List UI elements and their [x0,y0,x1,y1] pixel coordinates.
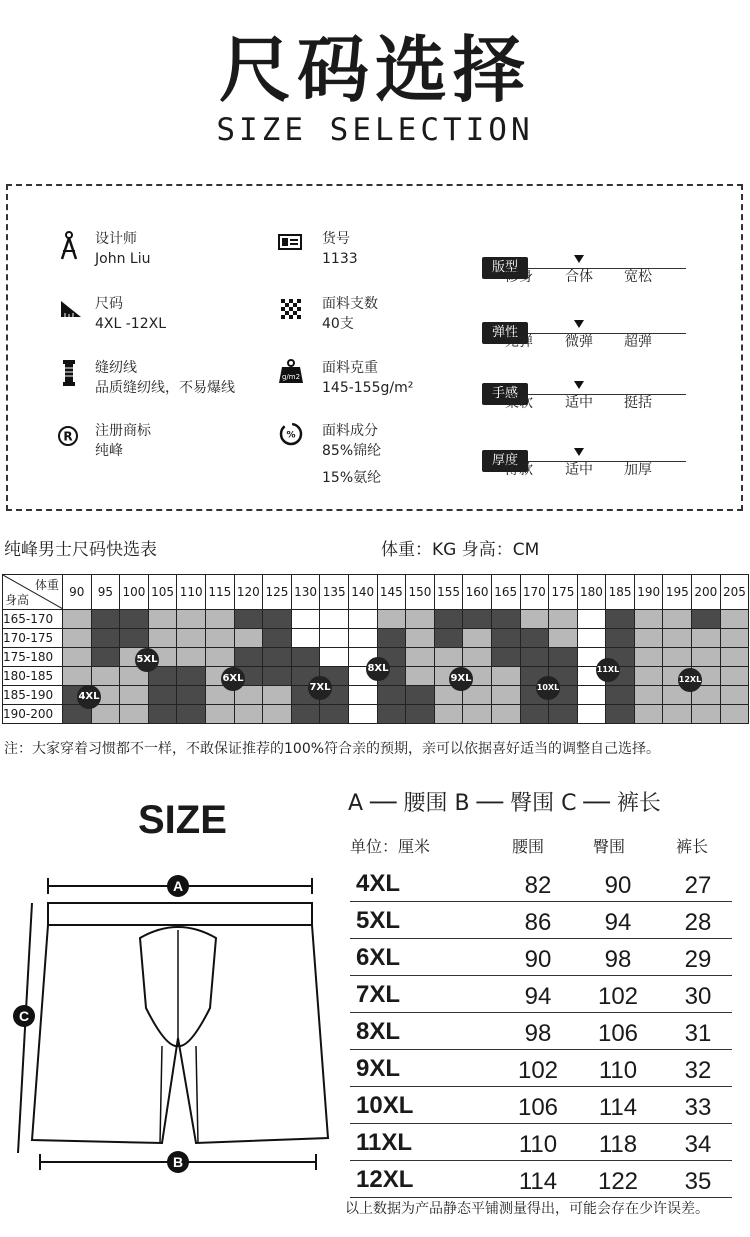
hip-value: 122 [597,1168,639,1195]
height-range-cell: 190-200 [3,705,63,724]
weight-icon [278,358,304,384]
size-cell [320,705,349,724]
table-row [3,686,749,705]
weight-header-cell: 110 [177,575,206,610]
marker-b: B [172,1154,184,1170]
size-cell [348,686,377,705]
size-cell [663,648,692,667]
waist-value: 110 [518,1131,558,1158]
hip-value: 94 [604,909,632,936]
thread-value: 品质缝纫线，不易爆线 [95,380,235,396]
size-name: 12XL [356,1166,414,1193]
size-cell [692,705,721,724]
size-cell [91,705,120,724]
size-name: 10XL [356,1092,414,1119]
composition-value-1: 85%锦纶 [322,443,382,459]
waist-header: 腰围 [512,837,545,856]
percent-icon-text: % [286,430,296,441]
size-cell [91,667,120,686]
weight-header-cell: 185 [606,575,635,610]
size-cell [720,667,749,686]
size-cell [348,629,377,648]
size-label: 尺码 [95,296,123,312]
size-name: 4XL [356,870,401,897]
size-heading: SIZE [138,798,227,842]
size-cell [291,648,320,667]
size-cell [177,610,206,629]
size-cell [177,705,206,724]
size-cell [406,667,435,686]
waist-value: 90 [524,946,552,973]
size-cell [663,705,692,724]
size-cell [148,705,177,724]
measurement-legend: A ── 腰围 B ── 臀围 C ── 裤长 [348,791,661,816]
composition-label: 面料成分 [322,423,378,439]
length-value: 33 [684,1094,712,1121]
scale-tag-2: 手感 [482,383,528,405]
weight-header-cell: 145 [377,575,406,610]
size-cell [434,610,463,629]
scale-option: 薄款 [505,462,533,478]
weight-header-cell: 205 [720,575,749,610]
scale-selected-marker [574,255,584,263]
scale-option: 加厚 [624,462,652,478]
weight-header-cell: 160 [463,575,492,610]
trademark-value: 纯峰 [95,443,123,459]
size-cell [63,610,92,629]
length-value: 28 [684,909,712,936]
size-cell [234,610,263,629]
designer-label: 设计师 [95,231,137,247]
size-cell [520,629,549,648]
svg-text:R: R [63,429,73,444]
scale-option: 修身 [505,269,533,285]
fabric-weave-icon [278,296,304,322]
size-cell [606,629,635,648]
size-cell [63,648,92,667]
weight-header-cell: 115 [205,575,234,610]
table-row [3,629,749,648]
size-cell [148,610,177,629]
row-divider [350,1123,732,1124]
size-bubble: 7XL [308,676,332,700]
size-cell [491,648,520,667]
size-cell [291,705,320,724]
scale-option: 无弹 [505,334,533,350]
compass-icon [56,233,82,259]
thread-spool-icon [56,360,82,386]
size-name: 9XL [356,1055,401,1082]
scale-tag-3: 厚度 [482,450,528,472]
item-number-label: 货号 [322,231,350,247]
weight-header-cell: 90 [63,575,92,610]
scale-option: 合体 [565,269,593,285]
size-cell [406,610,435,629]
size-cell [720,705,749,724]
size-cell [463,648,492,667]
size-cell [549,705,578,724]
waist-value: 94 [524,983,552,1010]
weight-header-cell: 180 [577,575,606,610]
scale-option: 宽松 [624,269,652,285]
row-divider [350,938,732,939]
scale-option: 超弹 [624,334,652,350]
ruler-triangle-icon [58,296,84,322]
quick-table-units: 体重：KG 身高：CM [381,540,540,560]
waist-value: 98 [524,1020,552,1047]
size-cell [234,629,263,648]
scale-option: 挺括 [624,395,652,411]
scale-option: 柔软 [505,395,533,411]
hip-value: 90 [604,872,632,899]
size-cell [663,610,692,629]
size-cell [63,629,92,648]
scale-selected-marker [574,320,584,328]
size-cell [263,648,292,667]
size-name: 8XL [356,1018,401,1045]
size-cell [377,610,406,629]
size-cell [520,648,549,667]
size-cell [406,629,435,648]
size-cell [406,705,435,724]
size-name: 11XL [356,1129,413,1156]
size-cell [320,648,349,667]
size-cell [463,629,492,648]
size-cell [606,610,635,629]
scale-selected-marker [574,448,584,456]
row-divider [350,901,732,902]
waist-value: 114 [518,1168,558,1195]
weight-header-cell: 200 [692,575,721,610]
size-cell [663,629,692,648]
trademark-label: 注册商标 [95,423,151,439]
size-cell [263,629,292,648]
size-cell [606,686,635,705]
size-cell [234,648,263,667]
corner-weight-label: 体重 [34,578,59,592]
weight-header-cell: 195 [663,575,692,610]
row-divider [350,1160,732,1161]
weight-header-cell: 175 [549,575,578,610]
shorts-diagram [10,868,330,1180]
composition-value-2: 15%氨纶 [322,470,382,486]
size-cell [120,629,149,648]
weight-header-cell: 135 [320,575,349,610]
waist-value: 82 [524,872,552,899]
weight-header-cell: 140 [348,575,377,610]
size-bubble: 11XL [596,658,620,682]
size-cell [320,629,349,648]
size-bubble: 8XL [366,657,390,681]
weight-header-cell: 165 [491,575,520,610]
thread-label: 缝纫线 [95,360,137,376]
measurement-disclaimer: 以上数据为产品静态平铺测量得出，可能会存在少许误差。 [345,1201,709,1217]
weight-header-cell: 155 [434,575,463,610]
table-row [3,610,749,629]
size-cell [177,667,206,686]
weight-header-cell: 150 [406,575,435,610]
size-quick-table [2,574,749,724]
size-cell [549,610,578,629]
row-divider [350,1012,732,1013]
scale-option: 适中 [565,462,593,478]
row-divider [350,1086,732,1087]
size-cell [520,610,549,629]
scale-tag-0: 版型 [482,257,528,279]
size-cell [577,629,606,648]
size-cell [577,686,606,705]
size-cell [291,629,320,648]
item-number-value: 1133 [322,251,358,267]
size-cell [234,705,263,724]
size-cell [634,610,663,629]
table-corner [3,575,63,610]
size-cell [263,686,292,705]
size-cell [377,629,406,648]
size-cell [520,705,549,724]
scale-tag-1: 弹性 [482,322,528,344]
height-range-cell: 170-175 [3,629,63,648]
hip-value: 98 [604,946,632,973]
size-value: 4XL -12XL [95,316,167,332]
size-cell [692,610,721,629]
hip-value: 114 [598,1094,638,1121]
marker-a: A [172,878,184,894]
size-cell [634,686,663,705]
size-cell [549,629,578,648]
size-cell [434,648,463,667]
corner-height-label: 身高 [5,593,30,607]
length-value: 31 [684,1020,712,1047]
size-cell [263,610,292,629]
weight-header-cell: 95 [91,575,120,610]
size-cell [120,705,149,724]
size-bubble: 10XL [536,676,560,700]
size-cell [720,610,749,629]
size-cell [491,686,520,705]
hip-value: 106 [597,1020,639,1047]
size-cell [177,686,206,705]
page-title: 尺码选择 [218,28,531,112]
size-cell [577,705,606,724]
size-cell [205,610,234,629]
size-cell [634,648,663,667]
size-cell [434,629,463,648]
size-cell [91,629,120,648]
registered-icon [55,423,81,449]
size-name: 6XL [356,944,401,971]
scale-selected-marker [574,381,584,389]
size-cell [348,610,377,629]
size-cell [205,705,234,724]
hip-value: 102 [597,983,639,1010]
size-cell [205,648,234,667]
quick-table-title: 纯峰男士尺码快选表 [4,540,157,560]
weight-icon-text: g/m2 [281,373,301,381]
length-value: 32 [684,1057,712,1084]
waist-value: 102 [517,1057,559,1084]
size-cell [634,629,663,648]
size-cell [692,648,721,667]
height-range-cell: 165-170 [3,610,63,629]
height-range-cell: 185-190 [3,686,63,705]
weight-header-cell: 120 [234,575,263,610]
size-cell [348,705,377,724]
size-cell [177,648,206,667]
length-header: 裤长 [676,837,709,856]
designer-value: John Liu [95,251,151,267]
size-cell [63,667,92,686]
size-cell [263,667,292,686]
marker-c: C [18,1008,30,1024]
length-value: 27 [684,872,712,899]
size-cell [634,667,663,686]
length-value: 29 [684,946,712,973]
fabric-weight-label: 面料克重 [322,360,378,376]
table-row [3,705,749,724]
size-cell [148,686,177,705]
size-cell [634,705,663,724]
size-cell [491,629,520,648]
size-cell [463,705,492,724]
size-cell [491,705,520,724]
size-cell [263,705,292,724]
page-subtitle: SIZE SELECTION [216,112,534,148]
weight-header-cell: 105 [148,575,177,610]
size-cell [377,686,406,705]
size-cell [205,629,234,648]
waist-value: 86 [524,909,552,936]
size-cell [320,610,349,629]
size-cell [549,648,578,667]
scale-option: 微弹 [565,334,593,350]
length-value: 34 [684,1131,712,1158]
size-bubble: 12XL [678,668,702,692]
size-cell [91,648,120,667]
id-card-icon [277,229,303,255]
weight-header-cell: 125 [263,575,292,610]
size-cell [148,629,177,648]
size-cell [720,629,749,648]
height-range-cell: 175-180 [3,648,63,667]
size-cell [406,686,435,705]
height-range-cell: 180-185 [3,667,63,686]
size-cell [606,705,635,724]
hip-value: 118 [598,1131,638,1158]
size-cell [577,610,606,629]
yarn-count-label: 面料支数 [322,296,378,312]
size-name: 5XL [356,907,401,934]
percent-dial-icon [278,421,304,447]
size-cell [91,610,120,629]
row-divider [350,1049,732,1050]
hip-value: 110 [598,1057,638,1084]
size-cell [463,610,492,629]
fit-note: 注：大家穿着习惯都不一样，不敢保证推荐的100%符合亲的预期，亲可以依据喜好适当的调整自己选择。 [4,741,661,757]
row-divider [350,975,732,976]
size-bubble: 6XL [221,667,245,691]
unit-header: 单位：厘米 [350,837,431,856]
size-cell [491,667,520,686]
weight-header-cell: 170 [520,575,549,610]
size-cell [720,648,749,667]
size-cell [406,648,435,667]
scale-option: 适中 [565,395,593,411]
waist-value: 106 [517,1094,559,1121]
size-cell [120,686,149,705]
length-value: 30 [684,983,712,1010]
size-name: 7XL [356,981,401,1008]
size-bubble: 9XL [449,667,473,691]
size-cell [177,629,206,648]
weight-header-cell: 130 [291,575,320,610]
size-bubble: 4XL [77,685,101,709]
hip-header: 臀围 [593,837,626,856]
weight-header-cell: 190 [634,575,663,610]
weight-header-cell: 100 [120,575,149,610]
size-cell [692,629,721,648]
fabric-weight-value: 145-155g/m² [322,380,414,396]
size-cell [434,705,463,724]
size-cell [720,686,749,705]
size-cell [491,610,520,629]
size-cell [377,705,406,724]
size-bubble: 5XL [135,648,159,672]
yarn-count-value: 40支 [322,316,354,332]
size-cell [120,610,149,629]
size-cell [291,610,320,629]
length-value: 35 [684,1168,712,1195]
